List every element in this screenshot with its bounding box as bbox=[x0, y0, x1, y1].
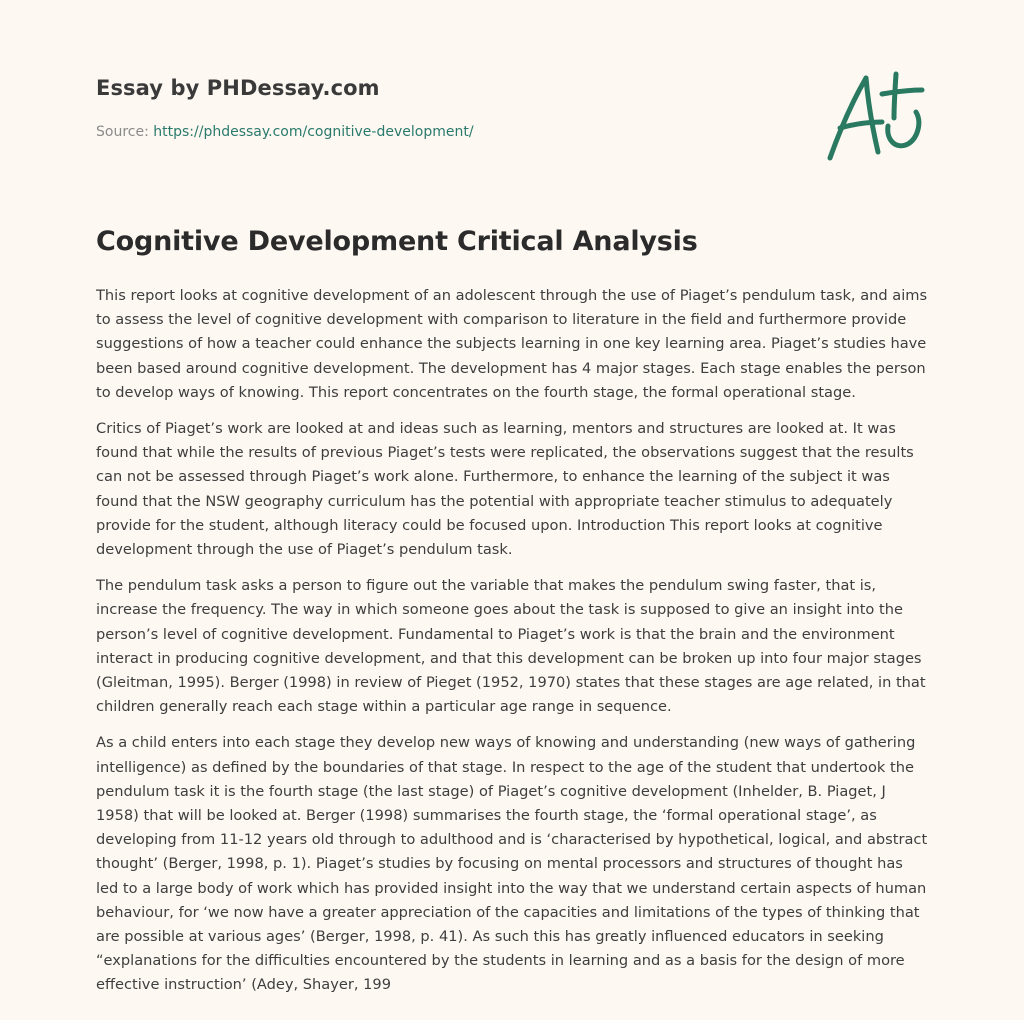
paragraph: This report looks at cognitive development of an adolescent through the use of Piaget’s pendulum task, and aims to assess the level of cognitive development with comparison to literature in the field and furthermore provide suggestions of how a teacher could enhance the subjects learning in one key learning area. Piaget’s studies have been based around cognitive development. The development has 4 major stages. Each stage enables the person to develop ways of knowing. This report concentrates on the fourth stage, the formal operational stage. bbox=[96, 287, 928, 401]
site-brand: Essay by PHDessay.com bbox=[96, 76, 380, 100]
a-plus-logo-icon bbox=[822, 68, 928, 164]
paragraph: The pendulum task asks a person to figure out the variable that makes the pendulum swing faster, that is, increase the frequency. The way in which someone goes about the task is supposed to give an insight into the person’s level of cognitive development. Fundamental to Piaget’s work is that the brain and the environment interact in producing cognitive development, and that this development can be broken up into four major stages (Gleitman, 1995). Berger (1998) in review of Pieget (1952, 1970) states that these stages are age related, in that children generally reach each stage within a particular age range in sequence. bbox=[96, 577, 926, 716]
source-label: Source: bbox=[96, 124, 154, 140]
paragraph: As a child enters into each stage they develop new ways of knowing and understanding (new ways of gathering intelligence) as defined by the boundaries of that stage. In respect to the age of the student that undertook the pendulum task it is the fourth stage (the last stage) of Piaget’s cognitive development (Inhelder, B. Piaget, J 1958) that will be looked at. Berger (1998) summarises the fourth stage, the ‘formal operational stage’, as developing from 11-12 years old through to adulthood and is ‘characterised by hypothetical, logical, and abstract thought’ (Berger, 1998, p. 1). Piaget’s studies by focusing on mental processors and structures of thought has led to a large body of work which has provided insight into the way that we understand certain aspects of human behaviour, for ‘we now have a greater appreciation of the capacities and limitations of the types of thinking that are possible at various ages’ (Berger, 1998, p. 41). As such this has greatly influenced educators in seeking “explanations for the difficulties encountered by the students in learning and as a basis for the design of more effective instruction’ (Adey, Shayer, 199 bbox=[96, 734, 928, 994]
source-line bbox=[96, 124, 474, 140]
paragraph: Critics of Piaget’s work are looked at and ideas such as learning, mentors and structures are looked at. It was found that while the results of previous Piaget’s tests were replicated, the observations suggest that the results can not be assessed through Piaget’s work alone. Furthermore, to enhance the learning of the subject it was found that the NSW geography curriculum has the potential with appropriate teacher stimulus to adequately provide for the student, although literacy could be focused upon. Introduction This report looks at cognitive development through the use of Piaget’s pendulum task. bbox=[96, 420, 914, 559]
article-title: Cognitive Development Critical Analysis bbox=[96, 226, 698, 257]
article-body bbox=[96, 284, 928, 1010]
source-link[interactable]: https://phdessay.com/cognitive-development/ bbox=[153, 124, 474, 140]
